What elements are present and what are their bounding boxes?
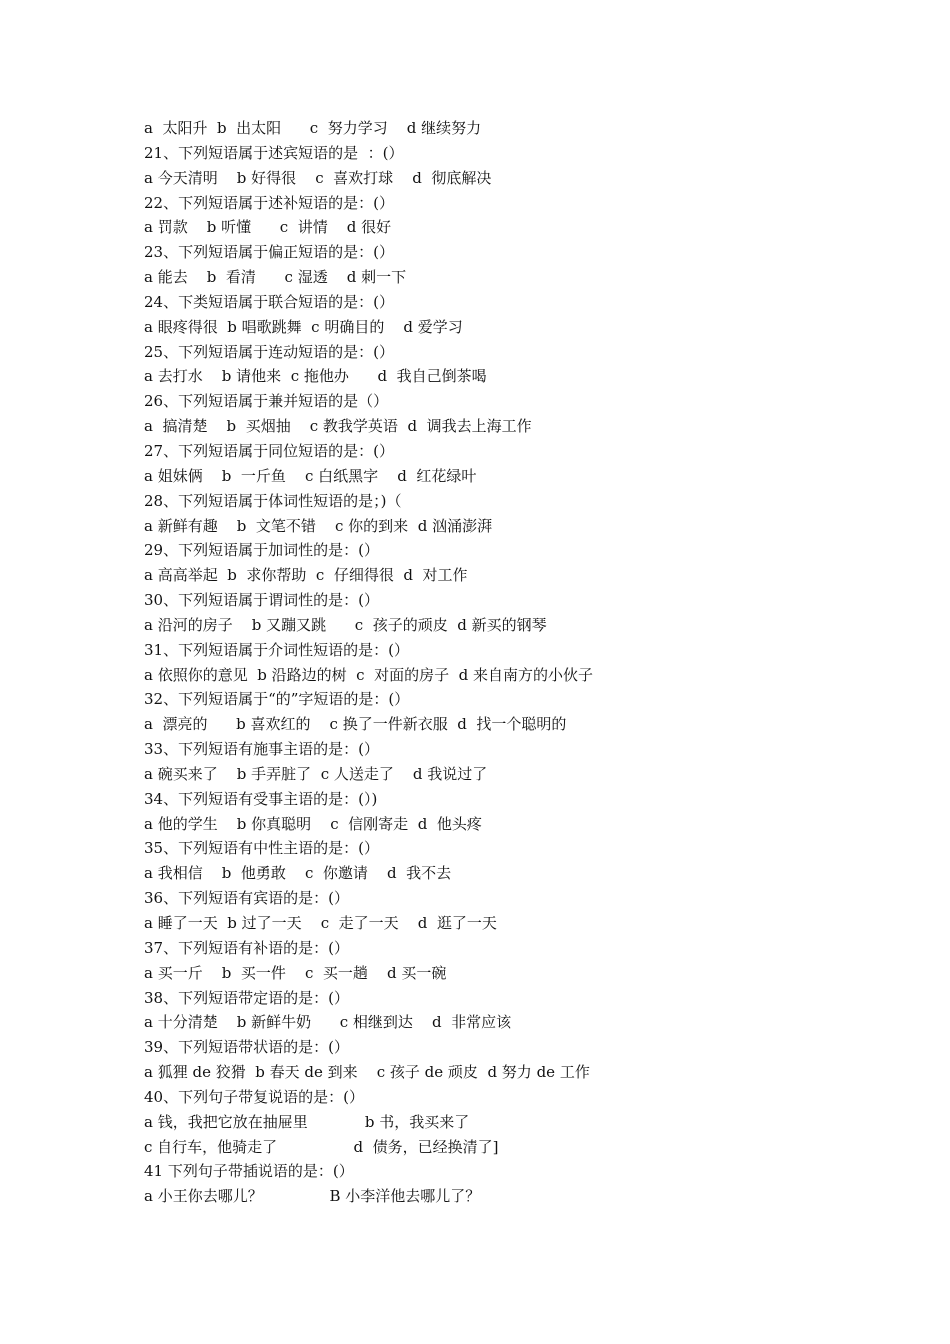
text-line: a 姐妹俩 b 一斤鱼 c 白纸黑字 d 红花绿叶: [144, 466, 477, 485]
text-line: 27、下列短语属于同位短语的是：(）: [144, 441, 394, 460]
text-line: 39、下列短语带状语的是：(）: [144, 1038, 349, 1057]
text-line: a 买一斤 b 买一件 c 买一趟 d 买一碗: [144, 963, 447, 982]
text-line: a 沿河的房子 b 又蹦又跳 c 孩子的顽皮 d 新买的钢琴: [144, 615, 547, 634]
text-line: a 新鲜有趣 b 文笔不错 c 你的到来 d 汹涌澎湃: [144, 516, 493, 535]
text-line: 40、下列句子带复说语的是：(）: [144, 1087, 364, 1106]
text-line: c 自行车，他骑走了 d 债务，已经换清了]: [144, 1137, 499, 1156]
text-line: a 太阳升 b 出太阳 c 努力学习 d 继续努力: [144, 119, 482, 137]
text-line: 34、下列短语有受事主语的是：(）): [144, 789, 378, 808]
text-line: 29、下列短语属于加词性的是：(）: [144, 541, 379, 560]
text-line: 35、下列短语有中性主语的是：(）: [144, 839, 379, 858]
text-line: a 小王你去哪儿？ B 小李洋他去哪儿了？: [144, 1187, 481, 1206]
text-line: a 碗买来了 b 手弄脏了 c 人送走了 d 我说过了: [144, 764, 488, 783]
text-line: 33、下列短语有施事主语的是：(）: [144, 740, 379, 759]
question-list: [144, 116, 844, 1209]
text-line: 25、下列短语属于连动短语的是：(）: [144, 342, 394, 361]
text-line: 24、下类短语属于联合短语的是：(）: [144, 292, 394, 311]
text-line: a 去打水 b 请他来 c 拖他办 d 我自己倒茶喝: [144, 367, 487, 386]
text-line: a 眼疼得很 b 唱歌跳舞 c 明确目的 d 爱学习: [144, 317, 463, 336]
text-line: 37、下列短语有补语的是：(）: [144, 938, 349, 957]
text-line: a 高高举起 b 求你帮助 c 仔细得很 d 对工作: [144, 566, 468, 585]
text-line: 32、下列短语属于“的”字短语的是：(）: [144, 690, 410, 709]
text-line: 41 下列句子带插说语的是：(）: [144, 1162, 354, 1181]
text-line: 26、下列短语属于兼并短语的是（）: [144, 392, 389, 411]
text-line: a 漂亮的 b 喜欢红的 c 换了一件新衣服 d 找一个聪明的: [144, 715, 567, 734]
text-line: a 能去 b 看清 c 湿透 d 刺一下: [144, 268, 407, 287]
text-line: a 狐狸 de 狡猾 b 春天 de 到来 c 孩子 de 顽皮 d 努力 de 工作: [144, 1063, 590, 1082]
text-line: a 他的学生 b 你真聪明 c 信刚寄走 d 他头疼: [144, 814, 482, 833]
text-line: a 搞清楚 b 买烟抽 c 教我学英语 d 调我去上海工作: [144, 417, 532, 436]
text-line: 28、下列短语属于体词性短语的是；)（: [144, 491, 402, 510]
text-line: 36、下列短语有宾语的是：(）: [144, 889, 349, 908]
text-line: 30、下列短语属于谓词性的是：(）: [144, 591, 379, 610]
text-line: a 我相信 b 他勇敢 c 你邀请 d 我不去: [144, 864, 452, 883]
text-line: 22、下列短语属于述补短语的是：(）: [144, 193, 394, 212]
text-line: a 罚款 b 听懂 c 讲情 d 很好: [144, 218, 392, 237]
text-line: 31、下列短语属于介词性短语的是：(）: [144, 640, 409, 659]
text-line: a 今天清明 b 好得很 c 喜欢打球 d 彻底解决: [144, 168, 492, 187]
text-line: a 十分清楚 b 新鲜牛奶 c 相继到达 d 非常应该: [144, 1013, 512, 1032]
text-line: 23、下列短语属于偏正短语的是：(）: [144, 243, 394, 262]
text-line: a 睡了一天 b 过了一天 c 走了一天 d 逛了一天: [144, 914, 497, 932]
text-line: 38、下列短语带定语的是：(）: [144, 988, 349, 1007]
text-line: a 钱，我把它放在抽屉里 b 书，我买来了: [144, 1112, 470, 1131]
text-line: a 依照你的意见 b 沿路边的树 c 对面的房子 d 来自南方的小伙子: [144, 665, 593, 684]
text-line: 21、下列短语属于述宾短语的是 ：(）: [144, 143, 404, 162]
